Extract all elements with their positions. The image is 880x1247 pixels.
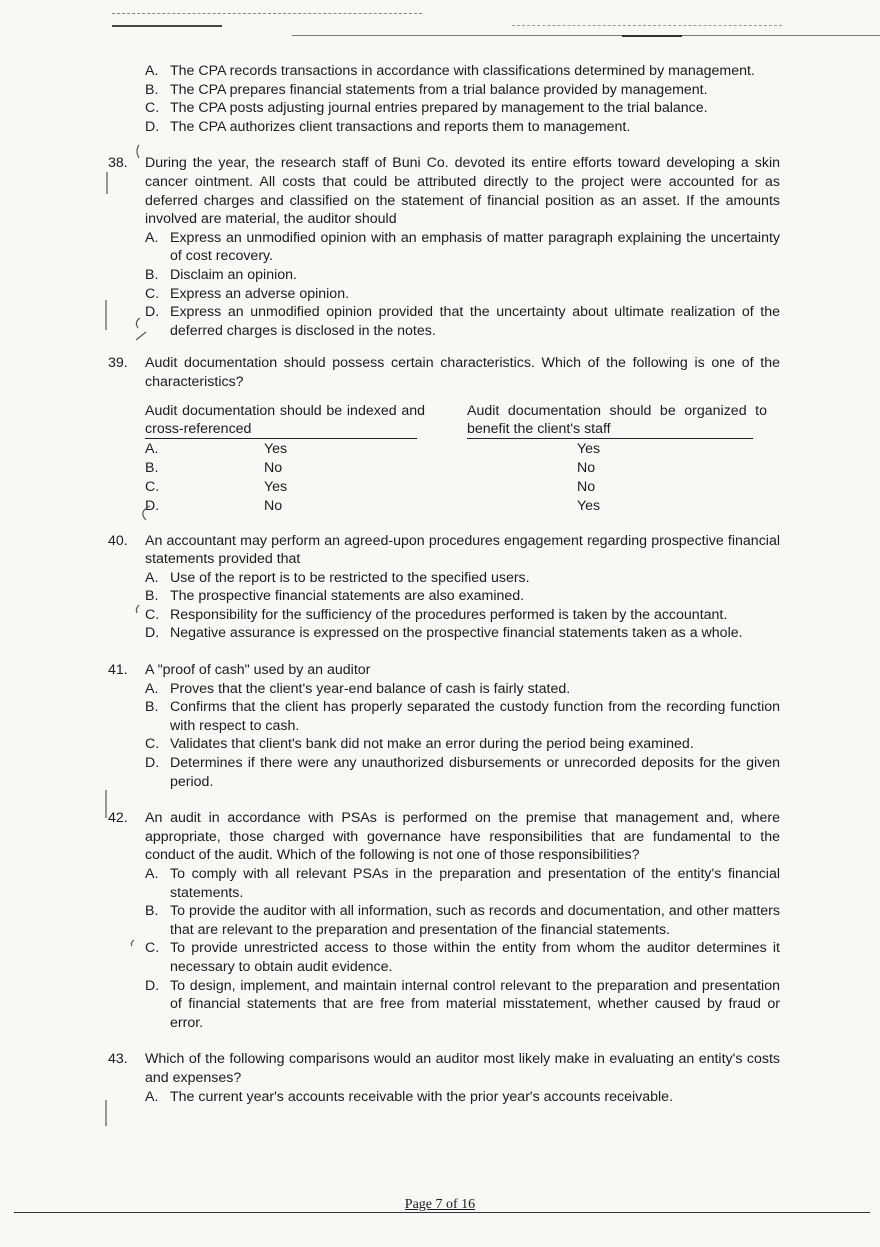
page-number: Page 7 of 16 — [404, 1197, 476, 1212]
question-40-number: 40. — [108, 532, 128, 549]
q42-option-b: B. To provide the auditor with all information, such as records and documentation, and other matters that are relevant to the preparation and presentation of the financial statements. — [145, 903, 780, 938]
question-39 — [108, 354, 780, 517]
q37-option-c: C. The CPA posts adjusting journal entries prepared by management to the trial balance. — [145, 100, 708, 117]
q41-option-b: B. Confirms that the client has properly separated the custody function from the recording function with respect to cash. — [145, 699, 780, 734]
q42-option-d: D. To design, implement, and maintain internal control relevant to the preparation and presentation of financial statements that are free from material misstatement, whether caused by fraud or error. — [145, 977, 780, 1031]
q41-option-a: A. Proves that the client's year-end balance of cash is fairly stated. — [145, 680, 571, 697]
q38-option-a: A. Express an unmodified opinion with an emphasis of matter paragraph explaining the uncertainty of cost recovery. — [145, 229, 780, 265]
q42-option-c: C. To provide unrestricted access to those within the entity from whom the auditor determines it necessary to obtain audit evidence. — [145, 940, 780, 975]
question-42-number: 42. — [108, 810, 128, 827]
table-row: D. No Yes — [145, 497, 601, 514]
q39-answer-table — [145, 402, 780, 518]
q37-option-d: D. The CPA authorizes client transactions and reports them to management. — [145, 118, 631, 135]
question-40-text: An accountant may perform an agreed-upon procedures engagement regarding prospective financial statements provided that — [145, 532, 780, 568]
question-38-number: 38. — [108, 155, 128, 172]
q41-options — [145, 680, 780, 792]
question-43-text: Which of the following comparisons would an auditor most likely make in evaluating an entity's costs and expenses? — [145, 1051, 780, 1086]
q42-options — [145, 865, 780, 1032]
question-content — [108, 62, 780, 1106]
q40-option-c: C. Responsibility for the sufficiency of the procedures performed is taken by the accountant. — [145, 606, 728, 623]
q41-option-d: D. Determines if there were any unauthorized disbursements or unrecorded deposits for the given period. — [145, 755, 780, 790]
question-38 — [108, 154, 780, 340]
question-40 — [108, 532, 780, 644]
q37-option-a: A. The CPA records transactions in accordance with classifications determined by management. — [145, 63, 755, 79]
q40-option-b: B. The prospective financial statements are also examined. — [145, 588, 525, 605]
question-39-text: Audit documentation should possess certain characteristics. Which of the following is one of the characteristics? — [145, 355, 780, 390]
q40-option-d: D. Negative assurance is expressed on the prospective financial statements taken as a whole. — [145, 625, 743, 642]
q38-option-d: D. Express an unmodified opinion provided that the uncertainty about ultimate realization of the deferred charges is disclosed in the notes. — [145, 304, 780, 339]
question-43-number: 43. — [108, 1051, 128, 1068]
q38-option-c: C. Express an adverse opinion. — [145, 285, 350, 302]
q37-options — [108, 62, 780, 136]
table-row: B. No No — [145, 459, 596, 476]
question-39-number: 39. — [108, 355, 128, 372]
question-43 — [108, 1050, 780, 1106]
q42-option-a: A. To comply with all relevant PSAs in the preparation and presentation of the entity's financial statements. — [145, 866, 780, 901]
table-row: A. Yes Yes — [145, 440, 601, 457]
question-41 — [108, 661, 780, 791]
q41-option-c: C. Validates that client's bank did not make an error during the period being examined. — [145, 736, 694, 753]
question-38-text: During the year, the research staff of Buni Co. devoted its entire efforts toward developing a skin cancer ointment. All costs that could be attributed directly to the project were accounted for as deferred charges and classified on the statement of financial position as an asset. If the amounts involved are material, the auditor should — [145, 155, 780, 228]
q43-option-a: A. The current year's accounts receivable with the prior year's accounts receivable. — [145, 1088, 674, 1105]
q38-option-b: B. Disclaim an opinion. — [145, 266, 297, 283]
question-41-text: A "proof of cash" used by an auditor — [145, 662, 371, 679]
question-42-text: An audit in accordance with PSAs is performed on the premise that management and, where appropriate, those charged with governance have responsibilities that are fundamental to the conduct of the audit. Which of the following is not one of those responsibilities? — [145, 810, 780, 864]
footer-rule — [14, 1212, 870, 1213]
q43-options — [145, 1088, 780, 1107]
q38-options — [145, 229, 780, 341]
question-41-number: 41. — [108, 662, 128, 679]
q39-col1-header: Audit documentation should be indexed and cross-referenced — [145, 402, 425, 438]
table-row: C. Yes No — [145, 478, 596, 495]
q39-col2-header: Audit documentation should be organized to benefit the client's staff — [467, 402, 767, 438]
question-42 — [108, 809, 780, 1032]
q40-options — [145, 569, 780, 643]
q37-option-b: B. The CPA prepares financial statements from a trial balance provided by management. — [145, 81, 708, 98]
q40-option-a: A. Use of the report is to be restricted to the specified users. — [145, 569, 530, 586]
page-header-rule — [112, 8, 782, 42]
